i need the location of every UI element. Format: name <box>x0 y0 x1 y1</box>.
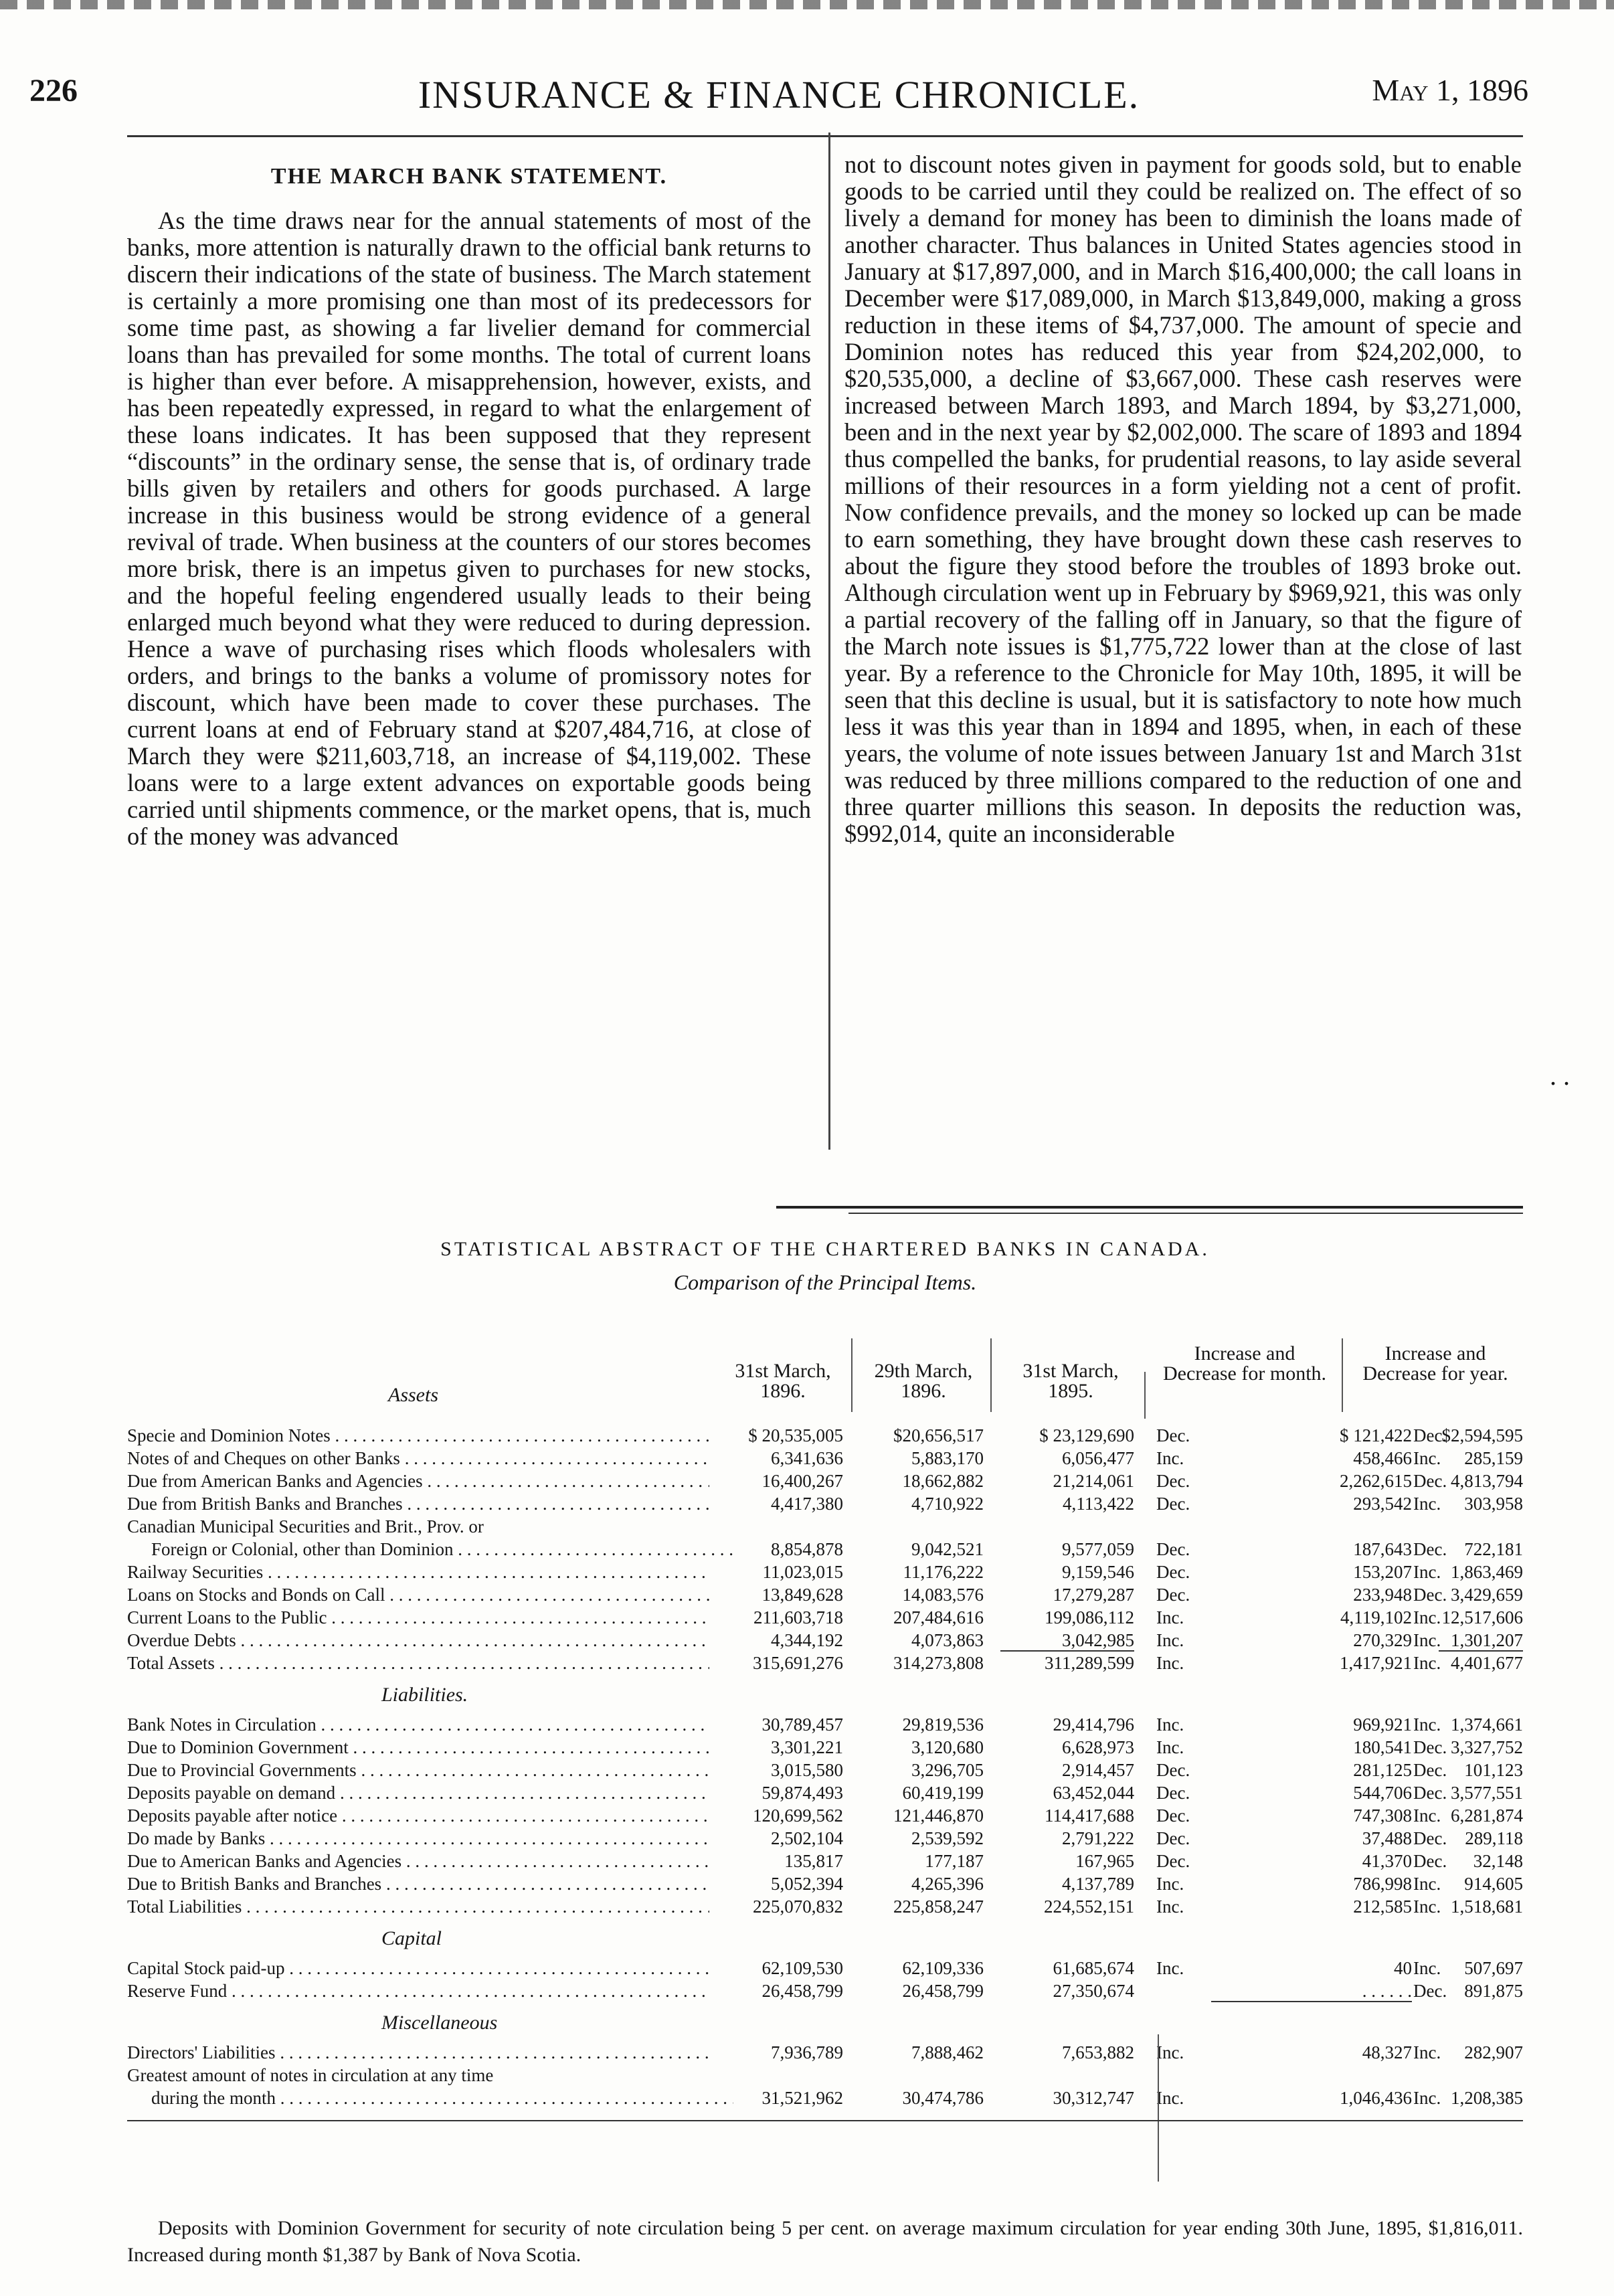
year-change: 12,517,606 <box>1441 1607 1523 1627</box>
value-1896-feb29: 14,083,576 <box>902 1585 984 1605</box>
month-change-kind: Inc. <box>1156 1607 1184 1627</box>
value-1896-feb29: 177,187 <box>925 1851 984 1871</box>
month-change: 544,706 <box>1353 1783 1412 1803</box>
month-change-kind: Inc. <box>1156 1714 1184 1735</box>
issue-date: May 1, 1896 <box>1372 73 1528 107</box>
value-1896-mar31: $ 20,535,005 <box>748 1425 843 1445</box>
column-rule <box>828 133 830 1150</box>
month-change-kind: Dec. <box>1156 1425 1190 1445</box>
month-change: 969,921 <box>1353 1714 1412 1735</box>
table-row <box>127 1874 1523 1896</box>
value-1895-mar31: 9,159,546 <box>1062 1562 1134 1582</box>
month-change: 233,948 <box>1353 1585 1412 1605</box>
year-change-kind: Inc. <box>1413 1448 1441 1468</box>
value-1896-mar31: 6,341,636 <box>771 1448 843 1468</box>
table-row <box>127 1958 1523 1981</box>
table-footnote <box>127 2215 1523 2269</box>
month-change-kind: Dec. <box>1156 1760 1190 1780</box>
table-rule <box>1144 1372 1146 1419</box>
month-change: 281,125 <box>1353 1760 1412 1780</box>
row-label: Specie and Dominion Notes . . . <box>127 1425 709 1446</box>
year-change-kind: Dec. <box>1413 1585 1447 1605</box>
header-col-5: Increase and Decrease for year. <box>1362 1342 1508 1385</box>
header-col-3: 31st March, 1895. <box>1022 1360 1119 1402</box>
value-1895-mar31: 199,086,112 <box>1045 1607 1134 1627</box>
table-row <box>127 1828 1523 1851</box>
top-border <box>0 0 1614 9</box>
month-change: 1,417,921 <box>1340 1653 1412 1673</box>
table-row <box>127 1471 1523 1494</box>
month-change: 37,488 <box>1362 1828 1412 1848</box>
row-label: Notes of and Cheques on other Banks . . . <box>127 1448 709 1469</box>
value-1896-mar31: 120,699,562 <box>753 1805 843 1826</box>
month-change: $ 121,422 <box>1340 1425 1412 1445</box>
month-change-kind: Dec. <box>1156 1585 1190 1605</box>
table-row <box>127 1448 1523 1471</box>
total-underline <box>1000 1650 1134 1652</box>
year-change-kind: Inc. <box>1413 1805 1441 1826</box>
year-change-kind: Dec. <box>1413 1783 1447 1803</box>
article-left-column <box>127 151 811 850</box>
row-label: Due to Dominion Government . . . <box>127 1737 709 1758</box>
table-rule <box>1158 2034 1159 2182</box>
value-1895-mar31: 30,312,747 <box>1053 2088 1134 2108</box>
table-row <box>127 1516 1523 1539</box>
row-label: Due from American Banks and Agencies . . . <box>127 1471 709 1492</box>
page-number: 226 <box>29 73 78 108</box>
month-change-kind: Inc. <box>1156 1896 1184 1917</box>
row-label: Overdue Debts . . . <box>127 1630 709 1651</box>
row-label: Due to Provincial Governments . . . <box>127 1760 709 1781</box>
year-change: 1,301,207 <box>1451 1630 1523 1650</box>
row-label: Deposits payable on demand . . . <box>127 1783 709 1803</box>
masthead: INSURANCE & FINANCE CHRONICLE. <box>418 73 1140 116</box>
table-header <box>127 1332 1523 1412</box>
value-1896-feb29: 225,858,247 <box>893 1896 984 1917</box>
value-1896-feb29: 62,109,336 <box>902 1958 984 1978</box>
value-1895-mar31: 6,628,973 <box>1062 1737 1134 1757</box>
year-change: 3,429,659 <box>1451 1585 1523 1605</box>
month-change-kind: Inc. <box>1156 2042 1184 2062</box>
year-change: 101,123 <box>1464 1760 1523 1780</box>
value-1896-mar31: 4,417,380 <box>771 1494 843 1514</box>
row-label: Bank Notes in Circulation . . . <box>127 1714 709 1735</box>
row-label: Due from British Banks and Branches . . . <box>127 1494 709 1514</box>
row-label: Railway Securities . . . <box>127 1562 709 1583</box>
total-underline <box>1211 2001 1412 2002</box>
row-label: Deposits payable after notice . . . <box>127 1805 709 1826</box>
value-1895-mar31: 224,552,151 <box>1044 1896 1134 1917</box>
month-change-kind: Dec. <box>1156 1828 1190 1848</box>
row-label: Greatest amount of notes in circulation at any time <box>127 2065 494 2085</box>
value-1896-feb29: 18,662,882 <box>902 1471 984 1491</box>
month-change: 40 <box>1394 1958 1412 1978</box>
table-row <box>127 1851 1523 1874</box>
value-1896-mar31: 5,052,394 <box>771 1874 843 1894</box>
month-change: 4,119,102 <box>1340 1607 1412 1627</box>
value-1896-mar31: 16,400,267 <box>761 1471 843 1491</box>
year-change: 303,958 <box>1464 1494 1523 1514</box>
value-1896-feb29: 3,120,680 <box>911 1737 984 1757</box>
value-1896-mar31: 225,070,832 <box>753 1896 843 1917</box>
value-1895-mar31: 3,042,985 <box>1062 1630 1134 1650</box>
month-change: 153,207 <box>1353 1562 1412 1582</box>
month-change-kind: Inc. <box>1156 1874 1184 1894</box>
value-1895-mar31: 6,056,477 <box>1062 1448 1134 1468</box>
row-label: Capital Stock paid-up . . . <box>127 1958 709 1979</box>
month-change: 786,998 <box>1353 1874 1412 1894</box>
month-change: 187,643 <box>1353 1539 1412 1559</box>
value-1896-feb29: 30,474,786 <box>902 2088 984 2108</box>
month-change-kind: Inc. <box>1156 1630 1184 1650</box>
month-change-kind: Inc. <box>1156 1448 1184 1468</box>
year-change: 722,181 <box>1464 1539 1523 1559</box>
year-change: 282,907 <box>1464 2042 1523 2062</box>
month-change-kind: Dec. <box>1156 1471 1190 1491</box>
value-1896-mar31: 135,817 <box>784 1851 843 1871</box>
value-1896-feb29: 2,539,592 <box>911 1828 984 1848</box>
value-1896-feb29: 121,446,870 <box>893 1805 984 1826</box>
value-1895-mar31: 9,577,059 <box>1062 1539 1134 1559</box>
value-1896-mar31: 315,691,276 <box>753 1653 843 1673</box>
table-section-heading: Capital <box>381 1927 442 1949</box>
year-change-kind: Inc. <box>1413 1653 1441 1673</box>
value-1896-mar31: 30,789,457 <box>761 1714 843 1735</box>
month-change-kind: Inc. <box>1156 1653 1184 1673</box>
year-change-kind: Dec. <box>1413 1760 1447 1780</box>
month-change: 747,308 <box>1353 1805 1412 1826</box>
value-1896-mar31: 8,854,878 <box>771 1539 843 1559</box>
month-change: 270,329 <box>1353 1630 1412 1650</box>
table-row <box>127 1539 1523 1562</box>
month-change: 458,466 <box>1353 1448 1412 1468</box>
value-1895-mar31: 4,137,789 <box>1062 1874 1134 1894</box>
footnote-text: Deposits with Dominion Government for security of note circulation being 5 per cent. on average maximum circulation for year ending 30th June, 1895, $1,816,011. Increased during month $1,387 by Bank of Nova Scotia. <box>127 2217 1523 2266</box>
year-change-kind: Inc. <box>1413 1494 1441 1514</box>
section-rule <box>776 1206 1523 1209</box>
year-change-kind: Dec. <box>1413 1851 1447 1871</box>
value-1896-feb29: 9,042,521 <box>911 1539 984 1559</box>
table-row <box>127 1494 1523 1516</box>
row-label: Loans on Stocks and Bonds on Call . . . <box>127 1585 709 1605</box>
table-row <box>127 1896 1523 1919</box>
row-label: Do made by Banks . . . <box>127 1828 709 1849</box>
row-label: Due to American Banks and Agencies . . . <box>127 1851 709 1872</box>
header-col-1: 31st March, 1896. <box>735 1360 831 1402</box>
year-change: 891,875 <box>1464 1981 1523 2001</box>
table-row <box>127 2065 1523 2088</box>
year-change: 4,813,794 <box>1451 1471 1523 1491</box>
value-1896-mar31: 3,301,221 <box>771 1737 843 1757</box>
month-change-kind: Dec. <box>1156 1851 1190 1871</box>
row-label: Foreign or Colonial, other than Dominion . . . <box>127 1539 733 1560</box>
year-change-kind: Inc. <box>1413 1630 1441 1650</box>
value-1896-mar31: 2,502,104 <box>771 1828 843 1848</box>
value-1895-mar31: 21,214,061 <box>1053 1471 1134 1491</box>
value-1896-mar31: 13,849,628 <box>761 1585 843 1605</box>
year-change-kind: Dec. <box>1413 1737 1447 1757</box>
value-1895-mar31: 311,289,599 <box>1045 1653 1134 1673</box>
value-1896-mar31: 62,109,530 <box>761 1958 843 1978</box>
margin-mark: . . <box>1550 1061 1570 1091</box>
row-label: Canadian Municipal Securities and Brit., Prov. or <box>127 1516 484 1536</box>
year-change: 32,148 <box>1473 1851 1523 1871</box>
year-change-kind: Dec. <box>1413 1425 1447 1445</box>
page-header <box>29 72 1528 126</box>
year-change-kind: Inc. <box>1413 2088 1441 2108</box>
year-change: 6,281,874 <box>1451 1805 1523 1826</box>
value-1896-feb29: 11,176,222 <box>903 1562 984 1582</box>
value-1896-mar31: 31,521,962 <box>761 2088 843 2108</box>
month-change: 212,585 <box>1353 1896 1412 1917</box>
value-1896-mar31: 3,015,580 <box>771 1760 843 1780</box>
value-1896-mar31: 59,874,493 <box>761 1783 843 1803</box>
article-paragraph: As the time draws near for the annual statements of most of the banks, more attention is naturally drawn to the official bank returns to discern their indications of the state of business. The March statement is certainly a more promising one than most of its predecessors for some time past, as showing a far livelier demand for commercial loans than has prevailed for some months. The total of current loans is higher than ever before. A misapprehension, however, exists, and has been repeatedly expressed, in regard to what the enlargement of these loans indicates. It has been supposed that they represent “discounts” in the ordinary sense, the sense that is, of ordinary trade bills given by retailers and others for goods purchased. A large increase in this business would be strong evidence of a general revival of trade. When business at the counters of our stores becomes more brisk, there is an impetus given to purchases for new stocks, and the hopeful feeling engendered usually leads to their being enlarged much beyond what they were reduced to during depression. Hence a wave of purchasing rises which floods wholesalers with orders, and brings to the banks a volume of promissory notes for discount, which have been made to cover these purchases. The current loans at end of February stand at $207,484,716, at close of March they were $211,603,718, an increase of $4,119,002. These loans were to a large extent advances on exportable goods being carried until shipments commence, or the market opens, that is, much of the money was advanced <box>127 207 811 850</box>
value-1896-feb29: 207,484,616 <box>893 1607 984 1627</box>
value-1896-mar31: 7,936,789 <box>771 2042 843 2062</box>
table-row <box>127 1981 1523 2004</box>
year-change-kind: Inc. <box>1413 1562 1441 1582</box>
value-1895-mar31: 61,685,674 <box>1053 1958 1134 1978</box>
row-label: Total Assets . . . <box>127 1653 709 1674</box>
year-change-kind: Inc. <box>1413 1874 1441 1894</box>
value-1895-mar31: 2,914,457 <box>1062 1760 1134 1780</box>
year-change: 1,208,385 <box>1451 2088 1523 2108</box>
year-change: 1,518,681 <box>1451 1896 1523 1917</box>
month-change-kind: Dec. <box>1156 1562 1190 1582</box>
value-1895-mar31: 167,965 <box>1075 1851 1134 1871</box>
value-1896-mar31: 211,603,718 <box>753 1607 843 1627</box>
table-row <box>127 1607 1523 1630</box>
year-change: 3,327,752 <box>1451 1737 1523 1757</box>
month-change-kind: Inc. <box>1156 2088 1184 2108</box>
value-1895-mar31: 114,417,688 <box>1045 1805 1134 1826</box>
value-1895-mar31: 63,452,044 <box>1053 1783 1134 1803</box>
table-title: STATISTICAL ABSTRACT OF THE CHARTERED BANKS IN CANADA. <box>440 1238 1210 1260</box>
month-change: . . . . . . <box>1362 1981 1412 2001</box>
table-row <box>127 1425 1523 1448</box>
table-row <box>127 1760 1523 1783</box>
table-row <box>127 1562 1523 1585</box>
table-rule <box>1342 1338 1343 1412</box>
year-change-kind: Inc. <box>1413 1607 1441 1627</box>
value-1896-feb29: 29,819,536 <box>902 1714 984 1735</box>
value-1895-mar31: 2,791,222 <box>1062 1828 1134 1848</box>
value-1896-feb29: 4,265,396 <box>911 1874 984 1894</box>
month-change: 293,542 <box>1353 1494 1412 1514</box>
value-1895-mar31: 29,414,796 <box>1053 1714 1134 1735</box>
year-change-kind: Inc. <box>1413 1958 1441 1978</box>
value-1895-mar31: 7,653,882 <box>1062 2042 1134 2062</box>
table-subtitle: Comparison of the Principal Items. <box>673 1270 977 1294</box>
month-change-kind: Dec. <box>1156 1539 1190 1559</box>
year-change: 285,159 <box>1464 1448 1523 1468</box>
row-label: Due to British Banks and Branches . . . <box>127 1874 709 1894</box>
value-1896-feb29: 4,710,922 <box>911 1494 984 1514</box>
value-1896-feb29: 26,458,799 <box>902 1981 984 2001</box>
value-1896-feb29: $20,656,517 <box>893 1425 984 1445</box>
year-change-kind: Inc. <box>1413 1714 1441 1735</box>
table-section-heading: Liabilities. <box>381 1684 468 1706</box>
row-label: Current Loans to the Public . . . <box>127 1607 709 1628</box>
month-change-kind: Dec. <box>1156 1805 1190 1826</box>
table-row <box>127 1737 1523 1760</box>
year-change-kind: Dec. <box>1413 1828 1447 1848</box>
year-change-kind: Dec. <box>1413 1981 1447 2001</box>
value-1896-mar31: 11,023,015 <box>762 1562 843 1582</box>
year-change-kind: Inc. <box>1413 2042 1441 2062</box>
year-change: 1,374,661 <box>1451 1714 1523 1735</box>
month-change: 2,262,615 <box>1340 1471 1412 1491</box>
table-rule <box>851 1338 853 1412</box>
row-label: Total Liabilities . . . <box>127 1896 709 1917</box>
table-row <box>127 1585 1523 1607</box>
table-row <box>127 2042 1523 2065</box>
year-change: 4,401,677 <box>1451 1653 1523 1673</box>
table-row <box>127 1783 1523 1805</box>
value-1896-feb29: 7,888,462 <box>911 2042 984 2062</box>
table-rule <box>990 1338 992 1412</box>
value-1895-mar31: 27,350,674 <box>1053 1981 1134 2001</box>
year-change-kind: Dec. <box>1413 1471 1447 1491</box>
table-row <box>127 1630 1523 1653</box>
value-1896-mar31: 4,344,192 <box>771 1630 843 1650</box>
total-underline <box>1439 1650 1523 1652</box>
value-1896-feb29: 3,296,705 <box>911 1760 984 1780</box>
row-label: Reserve Fund . . . <box>127 1981 709 2002</box>
value-1895-mar31: 4,113,422 <box>1063 1494 1134 1514</box>
table-row <box>127 1714 1523 1737</box>
article-title: THE MARCH BANK STATEMENT. <box>270 164 668 189</box>
year-change: 1,863,469 <box>1451 1562 1523 1582</box>
table-row <box>127 2088 1523 2111</box>
header-col-2: 29th March, 1896. <box>874 1360 973 1402</box>
year-change: $2,594,595 <box>1441 1425 1523 1445</box>
year-change: 914,605 <box>1464 1874 1523 1894</box>
year-change-kind: Dec. <box>1413 1539 1447 1559</box>
row-label: during the month . . . <box>127 2088 733 2109</box>
table-row <box>127 1805 1523 1828</box>
header-col-4: Increase and Decrease for month. <box>1162 1342 1327 1385</box>
year-change: 289,118 <box>1465 1828 1523 1848</box>
month-change: 1,046,436 <box>1340 2088 1412 2108</box>
year-change: 507,697 <box>1464 1958 1523 1978</box>
year-change-kind: Inc. <box>1413 1896 1441 1917</box>
section-rule <box>848 1213 1523 1214</box>
month-change-kind: Inc. <box>1156 1958 1184 1978</box>
month-change-kind: Dec. <box>1156 1783 1190 1803</box>
table-row <box>127 1653 1523 1676</box>
value-1896-feb29: 5,883,170 <box>911 1448 984 1468</box>
row-label: Directors' Liabilities . . . <box>127 2042 709 2063</box>
value-1896-feb29: 4,073,863 <box>911 1630 984 1650</box>
year-change: 3,577,551 <box>1451 1783 1523 1803</box>
article-paragraph: not to discount notes given in payment for goods sold, but to enable goods to be carried until they could be realized on. The effect of so lively a demand for money has been to diminish the loans made of another character. Thus balances in United States agencies stood in January at $17,897,000, and in March $16,400,000; the call loans in December were $17,089,000, in March $13,849,000, making a gross reduction in these items of $4,737,000. The amount of specie and Dominion notes has reduced this year from $24,202,000, to $20,535,000, a decline of $3,667,000. These cash reserves were increased between March 1893, and March 1894, by $3,271,000, been and in the next year by $2,002,000. The scare of 1893 and 1894 thus compelled the banks, for prudential reasons, to lay aside several millions of their resources in a form yielding not a cent of profit. Now confidence prevails, and the money so locked up can be made to earn something, they have brought down these cash reserves to about the figure they stood before the troubles of 1893 broke out. Although circulation went up in February by $969,921, this was only a partial recovery of the falling off in January, so that the figure of the March note issues is $1,775,722 lower than at the close of last year. By a reference to the Chronicle for May 10th, 1895, it will be seen that this decline is usual, but it is satisfactory to note how much less it was this year than in 1894 and 1895, when, in each of these years, the volume of note issues between January 1st and March 31st was reduced by three millions compared to the reduction of one and three quarter millions this season. In deposits the reduction was, $992,014, quite an inconsiderable <box>844 151 1522 847</box>
header-rule <box>127 135 1523 137</box>
month-change-kind: Dec. <box>1156 1494 1190 1514</box>
article-right-column <box>844 151 1522 847</box>
header-assets: Assets <box>388 1384 438 1406</box>
month-change-kind: Inc. <box>1156 1737 1184 1757</box>
value-1896-feb29: 314,273,808 <box>893 1653 984 1673</box>
month-change: 180,541 <box>1353 1737 1412 1757</box>
table-section-heading: Miscellaneous <box>381 2012 498 2034</box>
table-bottom-rule <box>127 2120 1523 2121</box>
value-1896-feb29: 60,419,199 <box>902 1783 984 1803</box>
month-change: 41,370 <box>1362 1851 1412 1871</box>
month-change: 48,327 <box>1362 2042 1412 2062</box>
value-1895-mar31: 17,279,287 <box>1053 1585 1134 1605</box>
value-1896-mar31: 26,458,799 <box>761 1981 843 2001</box>
value-1895-mar31: $ 23,129,690 <box>1039 1425 1134 1445</box>
